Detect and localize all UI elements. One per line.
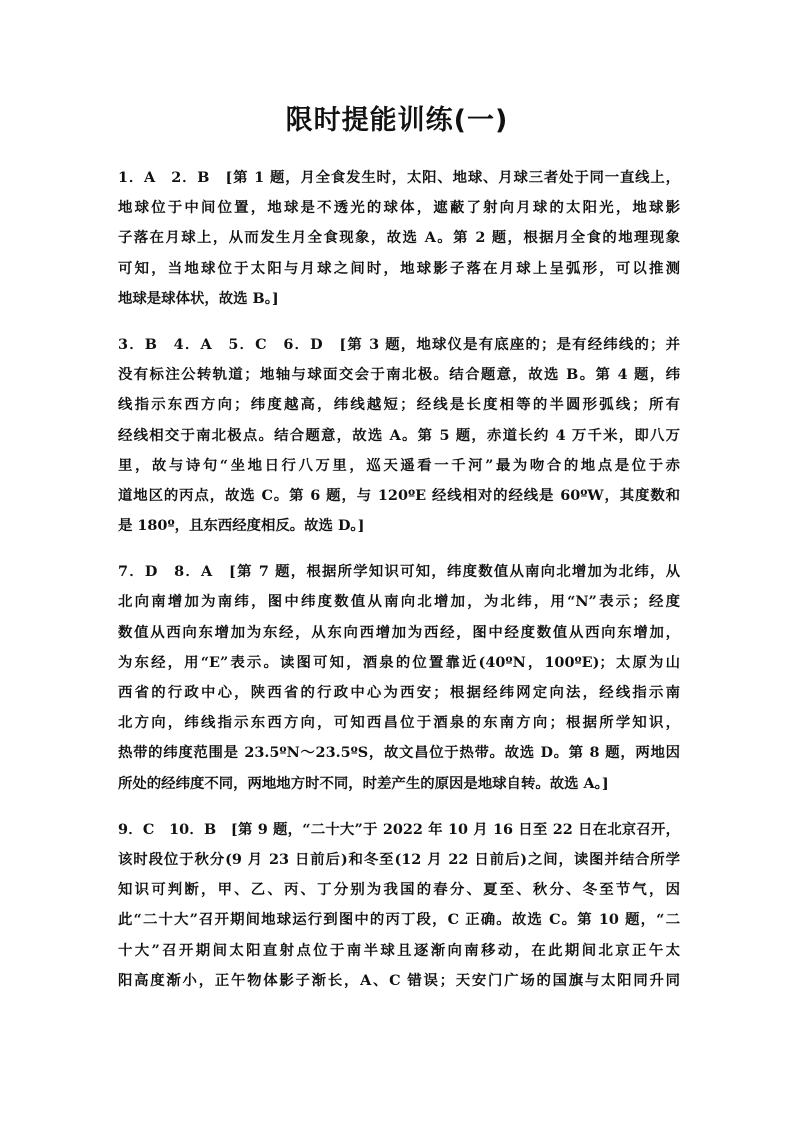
text-line: 热带的纬度范围是 23.5ºN～23.5ºS，故文昌位于热带。故选 D。第 8 题，两地因 (118, 744, 680, 762)
text-line: 此“二十大”召开期间地球运行到图中的丙丁段，C 正确。故选 C。第 10 题，“二 (118, 911, 680, 929)
answer-paragraph-1 (118, 163, 680, 314)
text-line: 地球位于中间位置，地球是不透光的球体，遮蔽了射向月球的太阳光，地球影 (118, 199, 680, 217)
page-title: 限时提能训练(一) (285, 105, 509, 136)
answer-body (118, 163, 680, 1012)
text-line: 十大”召开期间太阳直射点位于南半球且逐渐向南移动，在此期间北京正午太 (118, 941, 680, 959)
text-line: 知识可判断，甲、乙、丙、丁分别为我国的春分、夏至、秋分、冬至节气，因 (118, 881, 680, 899)
answer-paragraph-2 (118, 330, 680, 541)
text-line: 7．D 8．A [第 7 题，根据所学知识可知，纬度数值从南向北增加为北纬，从 (118, 563, 680, 581)
text-line: 是 180º，且东西经度相反。故选 D。] (118, 517, 365, 535)
text-line: 该时段位于秋分(9 月 23 日前后)和冬至(12 月 22 日前后)之间，读图并结合所学 (118, 850, 680, 868)
text-line: 北向南增加为南纬，图中纬度数值从南向北增加，为北纬，用“N”表示；经度 (118, 593, 680, 611)
answer-paragraph-4 (118, 815, 680, 996)
text-line: 没有标注公转轨道；地轴与球面交会于南北极。结合题意，故选 B。第 4 题，纬 (118, 366, 680, 384)
text-line: 西省的行政中心，陕西省的行政中心为西安；根据经纬网定向法，经线指示南 (118, 684, 680, 701)
text-line: 经线相交于南北极点。结合题意，故选 A。第 5 题，赤道长约 4 万千米，即八万 (118, 426, 680, 444)
text-line: 3．B 4．A 5．C 6．D [第 3 题，地球仪是有底座的；是有经纬线的；并 (118, 335, 680, 353)
text-line: 9．C 10．B [第 9 题，“二十大”于 2022 年 10 月 16 日至 22 日在北京召开， (118, 820, 680, 838)
text-line: 阳高度渐小，正午物体影子渐长，A、C 错误；天安门广场的国旗与太阳同升同 (118, 971, 680, 989)
text-line: 所处的经纬度不同，两地地方时不同，时差产生的原因是地球自转。故选 A。] (118, 774, 609, 792)
text-line: 线指示东西方向；纬度越高，纬线越短；经线是长度相等的半圆形弧线；所有 (118, 396, 680, 414)
text-line: 子落在月球上，从而发生月全食现象，故选 A。第 2 题，根据月全食的地理现象 (118, 229, 680, 247)
text-line: 可知，当地球位于太阳与月球之间时，地球影子落在月球上呈弧形，可以推测 (118, 259, 680, 277)
text-line: 1．A 2．B [第 1 题，月全食发生时，太阳、地球、月球三者处于同一直线上， (118, 169, 680, 186)
text-line: 里，故与诗句“坐地日行八万里，巡天遥看一千河”最为吻合的地点是位于赤 (118, 456, 680, 474)
text-line: 数值从西向东增加为东经，从东向西增加为西经，图中经度数值从西向东增加， (118, 623, 680, 641)
text-line: 地球是球体状，故选 B。] (118, 289, 279, 307)
text-line: 北方向，纬线指示东西方向，可知西昌位于酒泉的东南方向；根据所学知识， (118, 714, 680, 732)
answer-paragraph-3 (118, 557, 680, 799)
text-line: 为东经，用“E”表示。读图可知，酒泉的位置靠近(40ºN，100ºE)；太原为山 (118, 653, 680, 671)
text-line: 道地区的丙点，故选 C。第 6 题，与 120ºE 经线相对的经线是 60ºW，其度数和 (118, 486, 680, 504)
